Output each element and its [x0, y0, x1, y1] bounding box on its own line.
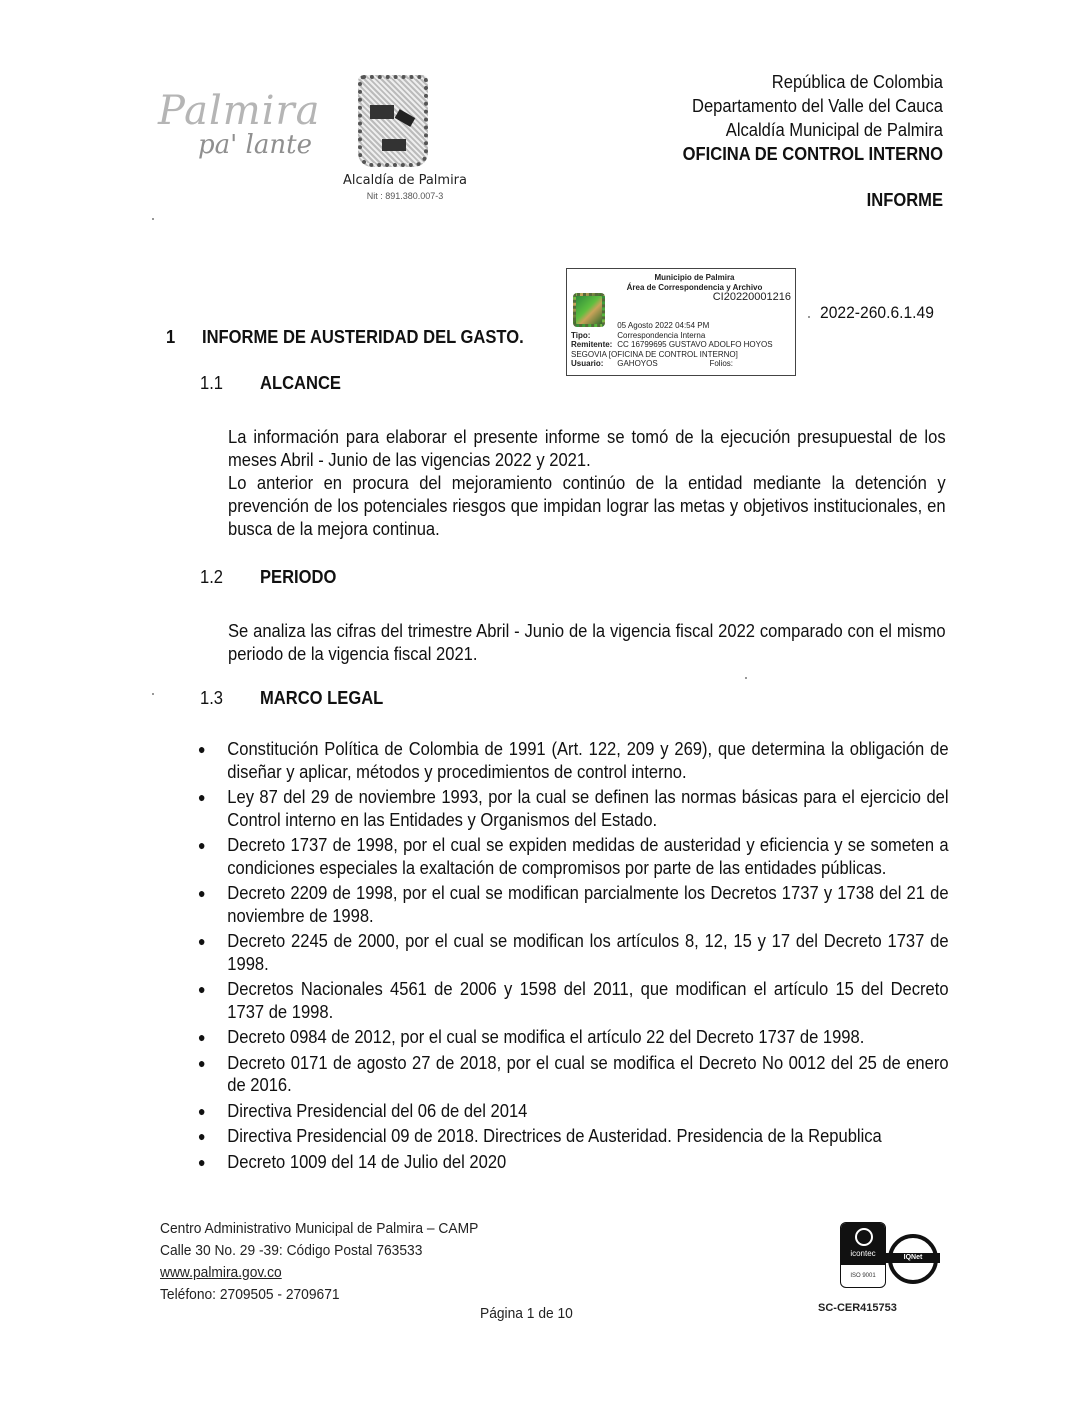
scan-speck: [808, 316, 810, 318]
alcaldia-nit: Nit : 891.380.007-3: [366, 191, 444, 201]
list-item: [196, 1125, 949, 1148]
alcance-paragraph-2: Lo anterior en procura del mejoramiento continúo de la entidad mediante la detención y prevención de los potenciales riesgos que impidan lograr las metas y objetivos institucionales, en busca de la mejora continua.: [228, 473, 946, 539]
stamp-entity: Municipio de Palmira: [654, 273, 735, 282]
section-number: 1: [166, 327, 176, 347]
stamp-area: Área de Correspondencia y Archivo: [626, 282, 763, 292]
header-line-country: República de Colombia: [771, 72, 943, 92]
subsection-number-marco-legal: 1.3: [200, 688, 224, 708]
subsection-number-alcance: 1.1: [200, 373, 224, 393]
bullet-icon: ●: [197, 789, 206, 805]
list-item-text: Decreto 2245 de 2000, por el cual se modifican los artículos 8, 12, 15 y 17 del Decreto 1737 de 1998.: [227, 931, 949, 974]
reference-number: 2022-260.6.1.49: [820, 303, 934, 322]
list-item-text: Directiva Presidencial 09 de 2018. Directrices de Austeridad. Presidencia de la Republica: [227, 1126, 882, 1146]
footer-address: [160, 1218, 478, 1306]
stamp-remitente-value: CC 16799695 GUSTAVO ADOLFO HOYOS: [617, 340, 773, 349]
document-type-label: INFORME: [866, 190, 943, 210]
palmira-crest-icon: [358, 75, 428, 167]
bullet-icon: ●: [197, 933, 206, 949]
stamp-row-fecha: [571, 321, 791, 331]
footer-address-line-1: Centro Administrativo Municipal de Palmira – CAMP: [160, 1220, 479, 1237]
correspondence-stamp: [566, 268, 796, 376]
list-item: [196, 978, 949, 1023]
stamp-radicado-number: CI20220001216: [712, 291, 791, 303]
icontec-name: icontec: [850, 1249, 876, 1258]
header-institution-block: [683, 70, 943, 166]
stamp-usuario-value: GAHOYOS: [617, 359, 658, 368]
stamp-row-remitente: [571, 340, 791, 350]
page-number: Página 1 de 10: [480, 1305, 573, 1322]
footer-phone: Teléfono: 2709505 - 2709671: [160, 1286, 340, 1303]
bullet-icon: ●: [197, 741, 206, 757]
bullet-icon: ●: [197, 1029, 206, 1045]
stamp-header: [607, 273, 782, 292]
list-item-text: Decreto 2209 de 1998, por el cual se modifican parcialmente los Decretos 1737 y 1738 del 21 de noviembre de 1998.: [227, 883, 949, 926]
icontec-certification-logo: [840, 1222, 886, 1288]
list-item-text: Ley 87 del 29 de noviembre 1993, por la cual se definen las normas básicas para el ejercicio del Control interno en las Entidades y Organismos del Estado.: [227, 787, 949, 830]
list-item: [196, 1151, 949, 1174]
list-item-text: Decreto 1009 del 14 de Julio del 2020: [227, 1151, 507, 1172]
stamp-usuario-label: Usuario:: [571, 359, 604, 368]
scan-speck: [152, 693, 154, 695]
header-line-department: Departamento del Valle del Cauca: [691, 96, 943, 116]
icontec-iso: ISO 9001: [850, 1273, 876, 1279]
subsection-number-periodo: 1.2: [200, 567, 224, 587]
list-item: [196, 786, 949, 831]
list-item-text: Decretos Nacionales 4561 de 2006 y 1598 del 2011, que modifican el artículo 15 del Decreto 1737 de 1998.: [227, 979, 949, 1022]
palmira-slogan-logo: [158, 88, 328, 168]
subsection-title-periodo: PERIODO: [260, 567, 337, 587]
slogan-main: Palmira: [158, 88, 321, 134]
stamp-tipo-value: Correspondencia Interna: [617, 330, 706, 340]
alcaldia-name: Alcaldía de Palmira: [343, 173, 467, 188]
stamp-fecha-value: 05 Agosto 2022 04:54 PM: [617, 321, 710, 330]
stamp-tipo-label: Tipo:: [571, 330, 591, 340]
certificate-code: SC-CER415753: [818, 1302, 897, 1314]
footer-address-line-2: Calle 30 No. 29 -39: Código Postal 763533: [160, 1242, 423, 1259]
list-item: [196, 930, 949, 975]
stamp-folios-label: Folios:: [709, 359, 734, 368]
stamp-row-tipo: [571, 331, 791, 341]
list-item: [196, 882, 949, 927]
iqnet-label: IQNet: [886, 1253, 940, 1263]
list-item: [196, 738, 949, 783]
header-office: OFICINA DE CONTROL INTERNO: [682, 144, 943, 164]
alcance-body: [228, 426, 946, 541]
list-item-text: Decreto 0171 de agosto 27 de 2018, por el cual se modifica el Decreto No 0012 del 25 de enero de 2016.: [227, 1052, 949, 1095]
list-item: [196, 834, 949, 879]
list-item-text: Decreto 1737 de 1998, por el cual se expiden medidas de austeridad y eficiencia y se someten a condiciones especiales la exaltación de compromisos por parte de las entidades públicas.: [227, 835, 949, 878]
bullet-icon: ●: [197, 1153, 206, 1170]
bullet-icon: ●: [197, 981, 206, 997]
iqnet-certification-logo: [888, 1234, 938, 1284]
list-item-text: Constitución Política de Colombia de 1991 (Art. 122, 209 y 269), que determina la obligación de diseñar y aplicar, métodos y procedimientos de control interno.: [227, 739, 949, 782]
bullet-icon: ●: [197, 1128, 206, 1144]
alcance-paragraph-1: La información para elaborar el presente informe se tomó de la ejecución presupuestal de los meses Abril - Junio de las vigencias 2022 y 2021.: [228, 427, 946, 470]
list-item: [196, 1052, 949, 1097]
list-item: [196, 1100, 949, 1123]
footer-website-link[interactable]: www.palmira.gov.co: [160, 1264, 282, 1281]
bullet-icon: ●: [197, 885, 206, 901]
stamp-remitente-label: Remitente:: [571, 340, 613, 349]
icontec-ring-icon: [855, 1228, 873, 1246]
scan-speck: [152, 218, 154, 220]
section-title: INFORME DE AUSTERIDAD DEL GASTO.: [202, 327, 524, 347]
list-item: [196, 1026, 949, 1049]
scan-speck: [745, 677, 747, 679]
bullet-icon: ●: [197, 837, 206, 853]
legal-framework-list: [196, 738, 949, 1176]
list-item-text: Directiva Presidencial del 06 de del 2014: [227, 1100, 528, 1121]
bullet-icon: ●: [197, 1102, 206, 1119]
periodo-paragraph-1: Se analiza las cifras del trimestre Abril - Junio de la vigencia fiscal 2022 comparado con el mismo periodo de la vigencia fiscal 2021.: [228, 621, 946, 664]
stamp-remitente-continued: SEGOVIA [OFICINA DE CONTROL INTERNO]: [571, 349, 738, 359]
list-item-text: Decreto 0984 de 2012, por el cual se modifica el artículo 22 del Decreto 1737 de 1998.: [227, 1027, 865, 1047]
periodo-body: [228, 620, 946, 666]
stamp-row-usuario: [571, 359, 791, 369]
subsection-title-marco-legal: MARCO LEGAL: [260, 688, 384, 708]
slogan-sub: pa' lante: [198, 130, 312, 160]
subsection-title-alcance: ALCANCE: [260, 373, 341, 393]
header-line-municipality: Alcaldía Municipal de Palmira: [725, 120, 943, 140]
bullet-icon: ●: [197, 1054, 206, 1071]
